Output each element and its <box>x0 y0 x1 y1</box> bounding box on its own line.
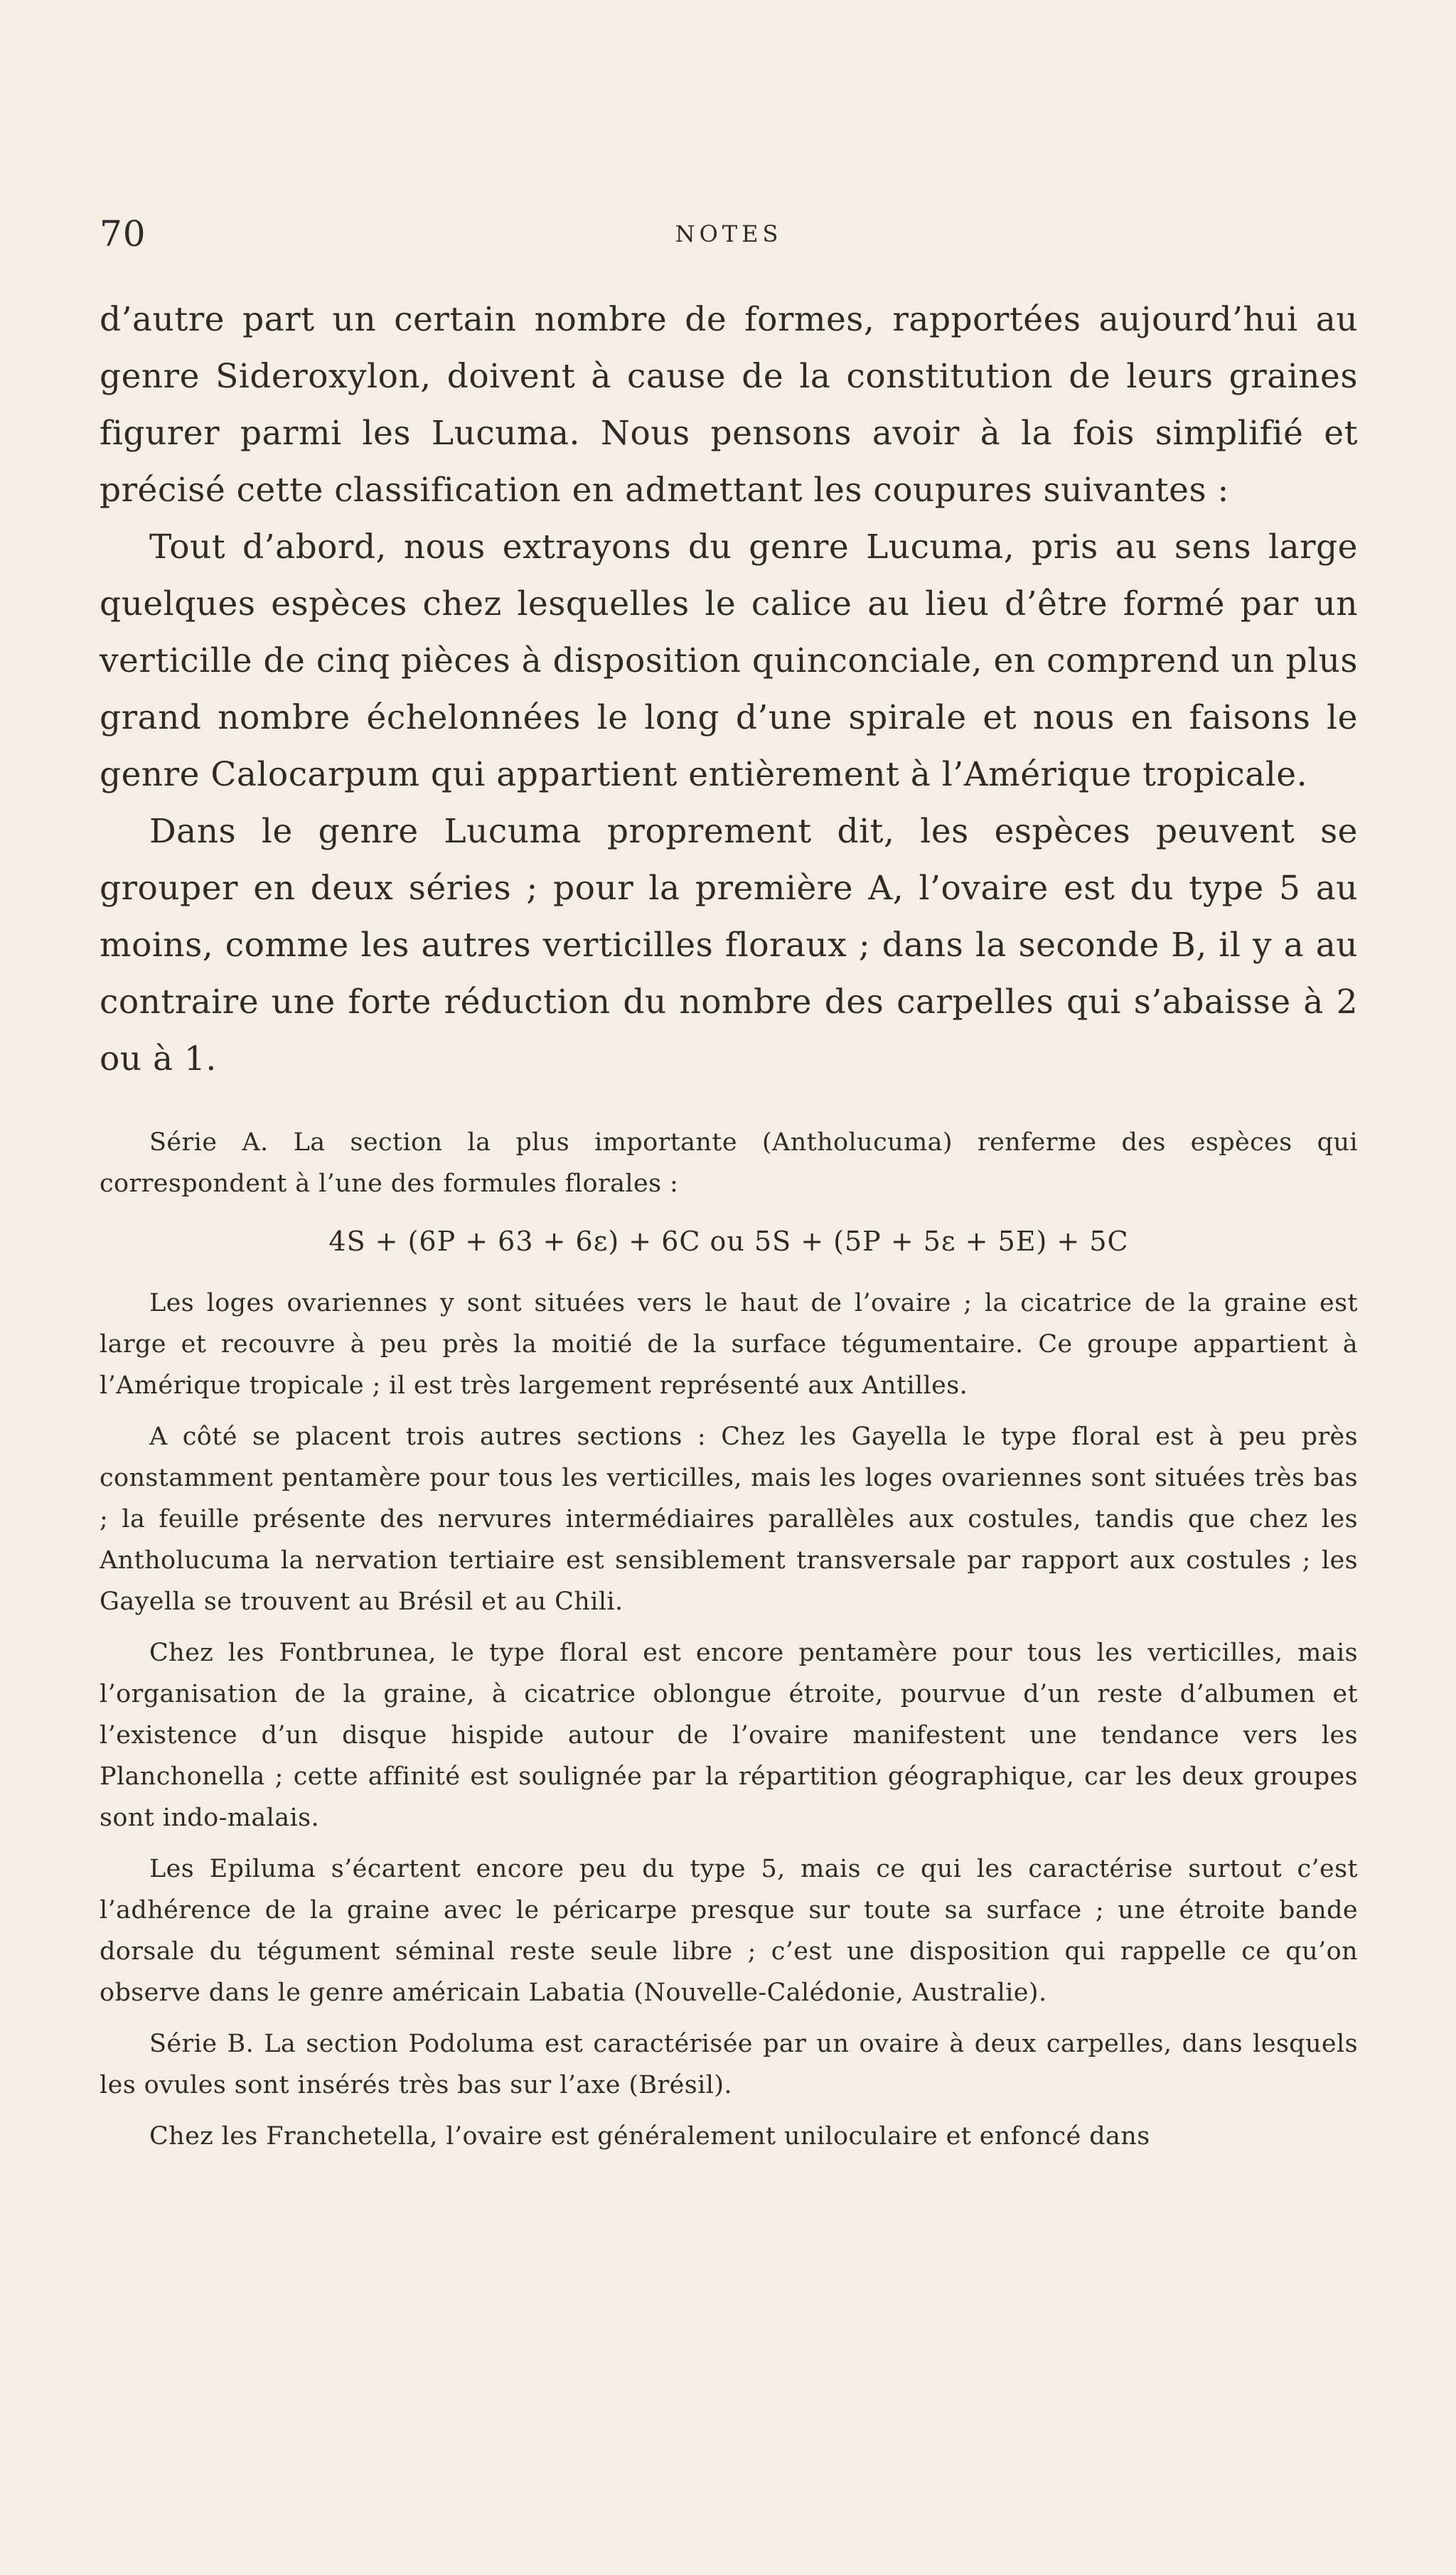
small-print-section <box>100 1122 1358 2157</box>
floral-formula: 4S + (6P + 63 + 6ε) + 6C ou 5S + (5P + 5ε + 5E) + 5C <box>328 1226 1129 1257</box>
paragraph-gayella: A côté se placent trois autres sections : Chez les Gayella le type floral est à peu près constamment pentamère pour tous les verticilles, mais les loges ovariennes sont situées très bas ; la feuille présente des nervures intermédiaires parallèles aux costules, tandis que chez les Antholucuma la nervation tertiaire est sensiblement transversale par rapport aux costules ; les Gayella se trouvent au Brésil et au Chili. <box>100 1423 1358 1616</box>
paragraph-fontbrunea: Chez les Fontbrunea, le type floral est encore pentamère pour tous les verticilles, mais l’organisation de la graine, à cicatrice oblongue étroite, pourvue d’un reste d’albumen et l’existence d’un disque hispide autour de l’ovaire manifestent une tendance vers les Planchonella ; cette affinité est soulignée par la répartition géographique, car les deux groupes sont indo-malais. <box>100 1639 1358 1832</box>
paragraph-antholucuma: Les loges ovariennes y sont situées vers le haut de l’ovaire ; la cicatrice de la graine est large et recouvre à peu près la moitié de la surface tégumentaire. Ce groupe appartient à l’Amérique tropicale ; il est très largement représenté aux Antilles. <box>100 1289 1358 1400</box>
paragraph-epiluma: Les Epiluma s’écartent encore peu du type 5, mais ce qui les caractérise surtout c’est l’adhérence de la graine avec le péricarpe presque sur toute sa surface ; une étroite bande dorsale du tégument séminal reste seule libre ; c’est une disposition qui rappelle ce qu’on observe dans le genre américain Labatia (Nouvelle-Calédonie, Australie). <box>100 1855 1358 2007</box>
paragraph-franchetella: Chez les Franchetella, l’ovaire est généralement uniloculaire et enfoncé dans <box>149 2122 1150 2151</box>
running-head: NOTES <box>675 220 783 247</box>
page-header <box>100 213 1358 263</box>
paragraph-continuation: d’autre part un certain nombre de formes, rapportées aujourd’hui au genre Sideroxylon, doivent à cause de la constitution de leurs graines figurer parmi les Lucuma. Nous pensons avoir à la fois simplifié et précisé cette classification en admettant les coupures suivantes : <box>100 300 1358 510</box>
paragraph-serie-b: Série B. La section Podoluma est caractérisée par un ovaire à deux carpelles, dans lesquels les ovules sont insérés très bas sur l’axe (Brésil). <box>100 2030 1358 2099</box>
paragraph-lucuma-series: Dans le genre Lucuma proprement dit, les espèces peuvent se grouper en deux séries ; pour la première A, l’ovaire est du type 5 au moins, comme les autres verticilles floraux ; dans la seconde B, il y a au contraire une forte réduction du nombre des carpelles qui s’abaisse à 2 ou à 1. <box>100 812 1358 1078</box>
book-page <box>100 213 1358 2157</box>
page-number: 70 <box>100 213 146 255</box>
serie-a-intro: Série A. La section la plus importante (Antholucuma) renferme des espèces qui correspondent à l’une des formules florales : <box>100 1128 1358 1198</box>
paragraph-calocarpum: Tout d’abord, nous extrayons du genre Lucuma, pris au sens large quelques espèces chez lesquelles le calice au lieu d’être formé par un verticille de cinq pièces à disposition quinconciale, en comprend un plus grand nombre échelonnées le long d’une spirale et nous en faisons le genre Calocarpum qui appartient entièrement à l’Amérique tropicale. <box>100 528 1358 794</box>
